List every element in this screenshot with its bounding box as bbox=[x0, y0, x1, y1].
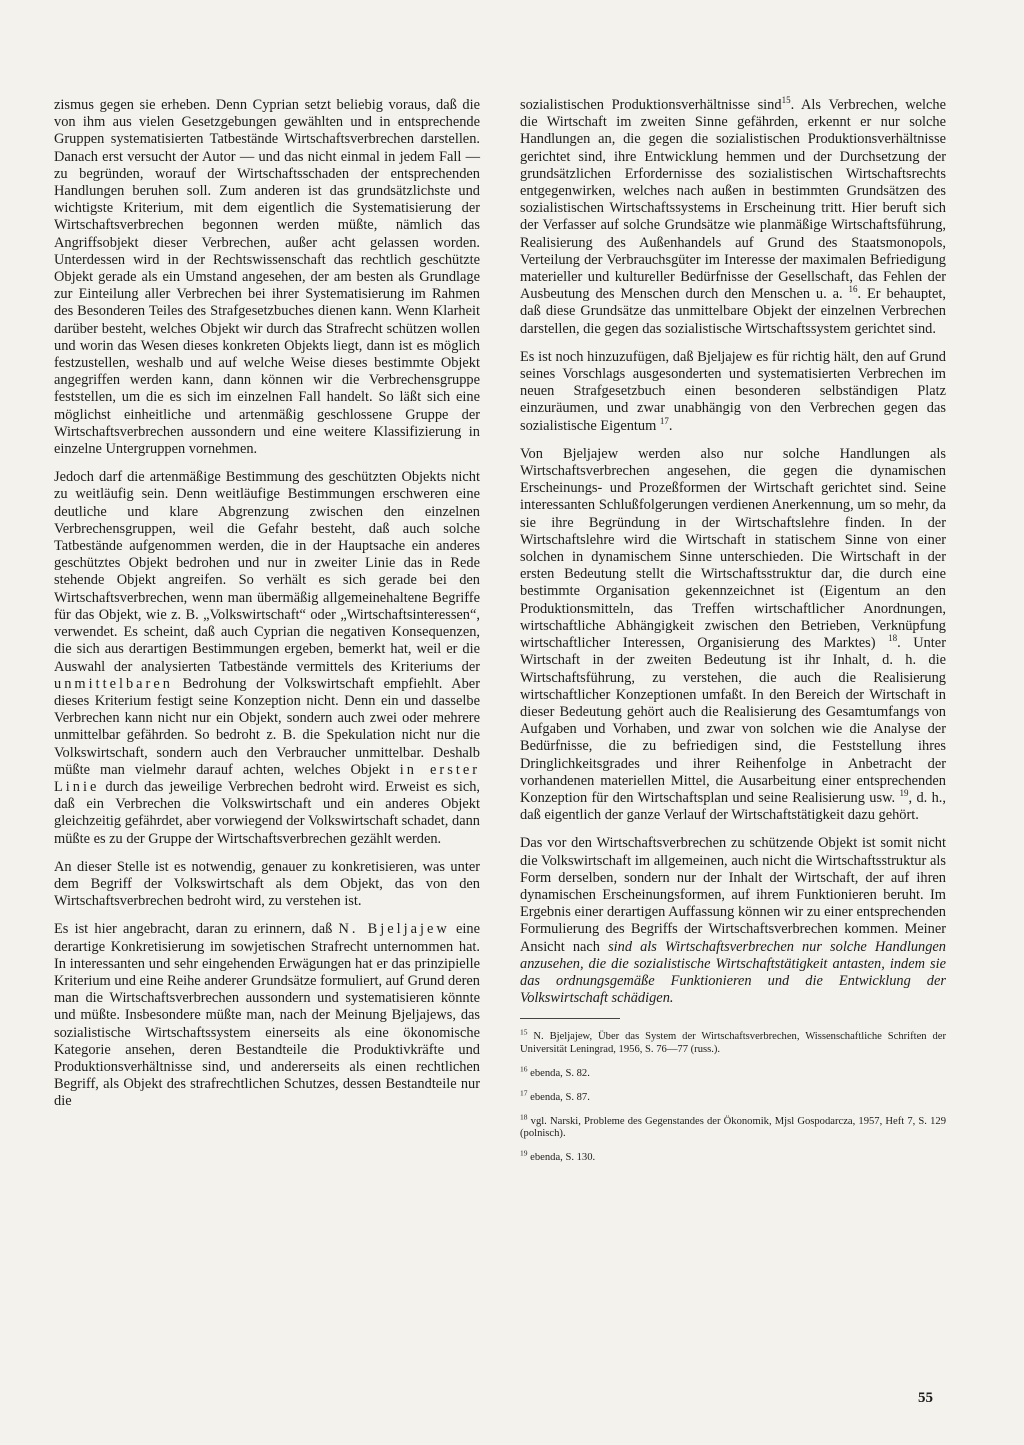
footnote-ref: 19 bbox=[899, 788, 909, 799]
paragraph: Jedoch darf die artenmäßige Bestimmung des geschützten Objekts nicht zu weitläufig sein. Denn weitläufige Bestimmungen erschweren eine deutliche und klare Abgrenzung zwischen den einzelnen Verbrechensgruppen, weil die Gefahr besteht, daß auch solche Tatbestände aufgenommen werden, die in der Hauptsache ein anderes geschütztes Objekt bedrohen und nur in zweiter Linie das in Rede stehende Objekt angreifen. So verhält es sich gerade bei den Wirtschaftsverbrechen, wenn man übermäßig allgemeinehaltene Begriffe für das Objekt, wie z. B. „Volkswirtschaft“ oder „Wirtschaftsinteressen“, verwendet. Es scheint, daß auch Cyprian die negativen Konsequenzen, die sich aus derartigen Bestimmungen ergeben, bemerkt hat, weil er die Auswahl der analysierten Tatbestände vermittels des Kriteriums der unmittelbaren Bedrohung der Volkswirtschaft empfiehlt. Aber dieses Kriterium festigt seine Konzeption nicht. Denn ein und dasselbe Verbrechen kann nicht nur ein Objekt, sondern auch zwei oder mehrere unmittelbar gefährden. So bedroht z. B. die Spekulation nicht nur die Volkswirtschaft, sondern auch den Verbraucher unmittelbar. Deshalb müßte man vielmehr darauf achten, welches Objekt in erster Linie durch das jeweilige Verbrechen bedroht wird. Erweist es sich, daß ein Verbrechen die Volkswirtschaft und ein anderes Objekt gleichzeitig gefährdet, aber vorwiegend der Volkswirtschaft schadet, dann müßte es zu der Gruppe der Wirtschaftsverbrechen gezählt werden. bbox=[54, 469, 480, 847]
paragraph: Das vor den Wirtschaftsverbrechen zu schützende Objekt ist somit nicht die Volkswirtschaft im allgemeinen, auch nicht die Wirtschaftsstruktur als Form derselben, sondern nur der Inhalt der Wirtschaft, der auf ihren dynamischen Erscheinungsformen, auf ihrem Funktionieren beruht. Im Ergebnis einer derartigen Auffassung können wir zu einer entsprechenden Formulierung des Begriffs der Wirtschaftsverbrechen kommen. Meiner Ansicht nach sind als Wirtschaftsverbrechen nur solche Handlungen anzusehen, die die sozialistische Wirtschaftstätigkeit antasten, indem sie das ordnungsgemäße Funktionieren und die Entwicklung der Volkswirtschaft schädigen. bbox=[520, 835, 946, 1007]
italic-definition: sind als Wirtschaftsverbrechen nur solche Handlungen anzusehen, die die sozialistische Wirtschaftstätigkeit antasten, indem sie das ordnungsgemäße Funktionieren und die Entwicklung der Volkswirtschaft schädigen. bbox=[520, 938, 946, 1007]
left-column bbox=[54, 97, 480, 1122]
footnote: $^{15}$ N. Bjeljajew, Über das System der Wirtschaftsverbrechen, Wissenschaftliche Schriften der Universität Leningrad, 1956, S. 76—77 (russ.). bbox=[520, 1027, 946, 1056]
paragraph: sozialistischen Produktionsverhältnisse sind$^{15}$. Als Verbrechen, welche die Wirtschaft im zweiten Sinne gefährden, erkennt er nur solche Handlungen an, die gegen die sozialistischen Produktionsverhältnisse gerichtet sind, ihre Entwicklung hemmen und der Durchsetzung der grundsätzlichen Erfordernisse des sozialistischen Wirtschaftsrechts entgegenwirken, welches nach außen in bestimmten Grundsätzen des sozialistischen Wirtschaftssystems in Erscheinung tritt. Hier beruft sich der Verfasser auf solche Grundsätze wie planmäßige Wirtschaftsführung, Realisierung des Außenhandels auf Grund des Staatsmonopols, Verteilung der Verbrauchsgüter im Interesse der maximalen Befriedigung materieller und kultureller Bedürfnisse der Gesellschaft, das Fehlen der Ausbeutung des Menschen durch den Menschen u. a. $^{16}$. Er behauptet, daß diese Grundsätze das unmittelbare Objekt der einzelnen Verbrechen darstellen, die gegen das sozialistische Wirtschaftssystem gerichtet sind. bbox=[520, 95, 947, 337]
footnote: $^{17}$ ebenda, S. 87. bbox=[520, 1088, 590, 1103]
spaced-emphasis: in erster Linie bbox=[54, 761, 480, 795]
spaced-emphasis: N. Bjeljajew bbox=[338, 921, 450, 938]
paragraph: Es ist hier angebracht, daran zu erinnern, daß N. Bjeljajew eine derartige Konkretisierung im sowjetischen Strafrecht unternommen hat. In interessanten und sehr eingehenden Erwägungen hat er das prinzipielle Kriterium und eine Reihe anderer Grundsätze formuliert, auf Grund deren man die Wirtschaftsverbrechen aussondern und systematisieren könnte und müßte. Insbesondere müßte man, nach der Meinung Bjeljajews, das sozialistische Wirtschaftssystem einerseits als eine ökonomische Kategorie ansehen, deren Bestandteile die Produktivkräfte und Produktionsverhältnisse sind, und andererseits als einen rechtlichen Begriff, als Objekt des strafrechtlichen Schutzes, dessen Bestandteile nur die bbox=[54, 921, 481, 1110]
spaced-emphasis: unmittelbaren bbox=[54, 675, 173, 692]
footnote-ref: 17 bbox=[659, 415, 669, 426]
footnote-divider bbox=[520, 1018, 620, 1019]
footnote-ref: 16 bbox=[848, 284, 858, 295]
paragraph: Von Bjeljajew werden also nur solche Handlungen als Wirtschaftsverbrechen angesehen, die gegen die dynamischen Erscheinungs- und Prozeßformen der Wirtschaft gerichtet sind. Seine interessanten Schlußfolgerungen verdienen Anerkennung, um so mehr, da sie ihre Begründung in der Wirtschaftslehre finden. In der Wirtschaftslehre wird die Wirtschaft in statischem Sinne von einer solchen in dynamischem Sinne unterschieden. Die Wirtschaft in der ersten Bedeutung stellt die Wirtschaftsstruktur dar, die durch eine bestimmte Organisation gekennzeichnet ist (Eigentum an den Produktionsmitteln, das Treffen wirtschaftlicher Anordnungen, wirtschaftliche Abhängigkeit zwischen den Betrieben, Verknüpfung wirtschaftlicher Interessen, Organisierung des Marktes) $^{18}$. Unter Wirtschaft in der zweiten Bedeutung ist ihr Inhalt, d. h. die Wirtschaftsführung, zu verstehen, die auch die Realisierung wirtschaftlicher Konzeptionen umfaßt. In den Bereich der Wirtschaft in dieser Bedeutung gehört auch die Realisierung des Gesamtumfangs von Aufgaben und Vorhaben, und zwar von solchen wie die Analyse der Bedürfnisse, die zu befriedigen sind, die Feststellung ihres Dringlichkeitsgrades und ihrer Reihenfolge in Anbetracht der vorhandenen materiellen Mittel, die Ausarbeitung einer entsprechenden Konzeption für den Wirtschaftsplan und seine Realisierung usw. $^{19}$, d. h., daß eigentlich der ganze Verlauf der Wirtschaftstätigkeit dazu gehört. bbox=[520, 445, 946, 824]
paragraph: zismus gegen sie erheben. Denn Cyprian setzt beliebig voraus, daß die von ihm aus vielen Gesetzgebungen gewählten und in entsprechende Gruppen systematisierten Tatbestände Wirtschaftsverbrechen darstellen. Danach erst versucht der Autor — und das nicht einmal in jedem Fall — zu begründen, worauf der Wirtschaftsschaden der entsprechenden Handlungen beruhen soll. Zum anderen ist das grundsätzlichste und wichtigste Kriterium, mit dem eigentlich die Systematisierung der Wirtschaftsverbrechen begonnen werden müßte, nämlich das Angriffsobjekt dieser Verbrechen, außer acht gelassen worden. Unterdessen wird in der Rechtswissenschaft das rechtlich geschützte Objekt gerade als ein Umstand angesehen, der am besten als Grundlage zur Einteilung aller Verbrechen bei ihrer Systematisierung im Rahmen des Besonderen Teiles des Strafgesetzbuches dienen kann. Wenn Klarheit darüber besteht, welches Objekt wir durch das Strafrecht schützen wollen und worin das Wesen dieses konkreten Objekts liegt, dann ist es möglich festzustellen, weshalb und auf welche Weise dieses bestimmte Objekt angegriffen werden kann, dann können wir die Verbrechensgruppe feststellen, um die es sich im einzelnen Fall handelt. So läßt sich eine möglichst einheitliche und artenmäßig geschlossene Gruppe der Wirtschaftsverbrechen aussondern und eine weitere Klassifizierung in einzelne Untergruppen vornehmen. bbox=[54, 97, 480, 458]
right-column bbox=[520, 97, 946, 1176]
paragraph: An dieser Stelle ist es notwendig, genauer zu konkretisieren, was unter dem Begriff der Volkswirtschaft als dem Objekt, das von den Wirtschaftsverbrechen bedroht wird, zu verstehen ist. bbox=[54, 858, 480, 910]
footnote-ref: 15 bbox=[781, 95, 791, 106]
footnote: $^{16}$ ebenda, S. 82. bbox=[520, 1064, 590, 1079]
footnote-ref: 18 bbox=[888, 633, 898, 644]
footnote: $^{19}$ ebenda, S. 130. bbox=[520, 1148, 596, 1164]
footnote: $^{18}$ vgl. Narski, Probleme des Gegenstandes der Ökonomik, Mjsl Gospodarcza, 1957, Heft 7, S. 129 (polnisch). bbox=[520, 1112, 946, 1140]
paragraph: Es ist noch hinzuzufügen, daß Bjeljajew es für richtig hält, den auf Grund seines Vorschlags ausgesonderten und systematisierten Verbrechen im neuen Strafgesetzbuch einen besonderen selbständigen Platz einzuräumen, und zwar unabhängig von den Verbrechen gegen das sozialistische Eigentum $^{17}$. bbox=[520, 348, 946, 434]
page-number: 55 bbox=[918, 1390, 933, 1406]
